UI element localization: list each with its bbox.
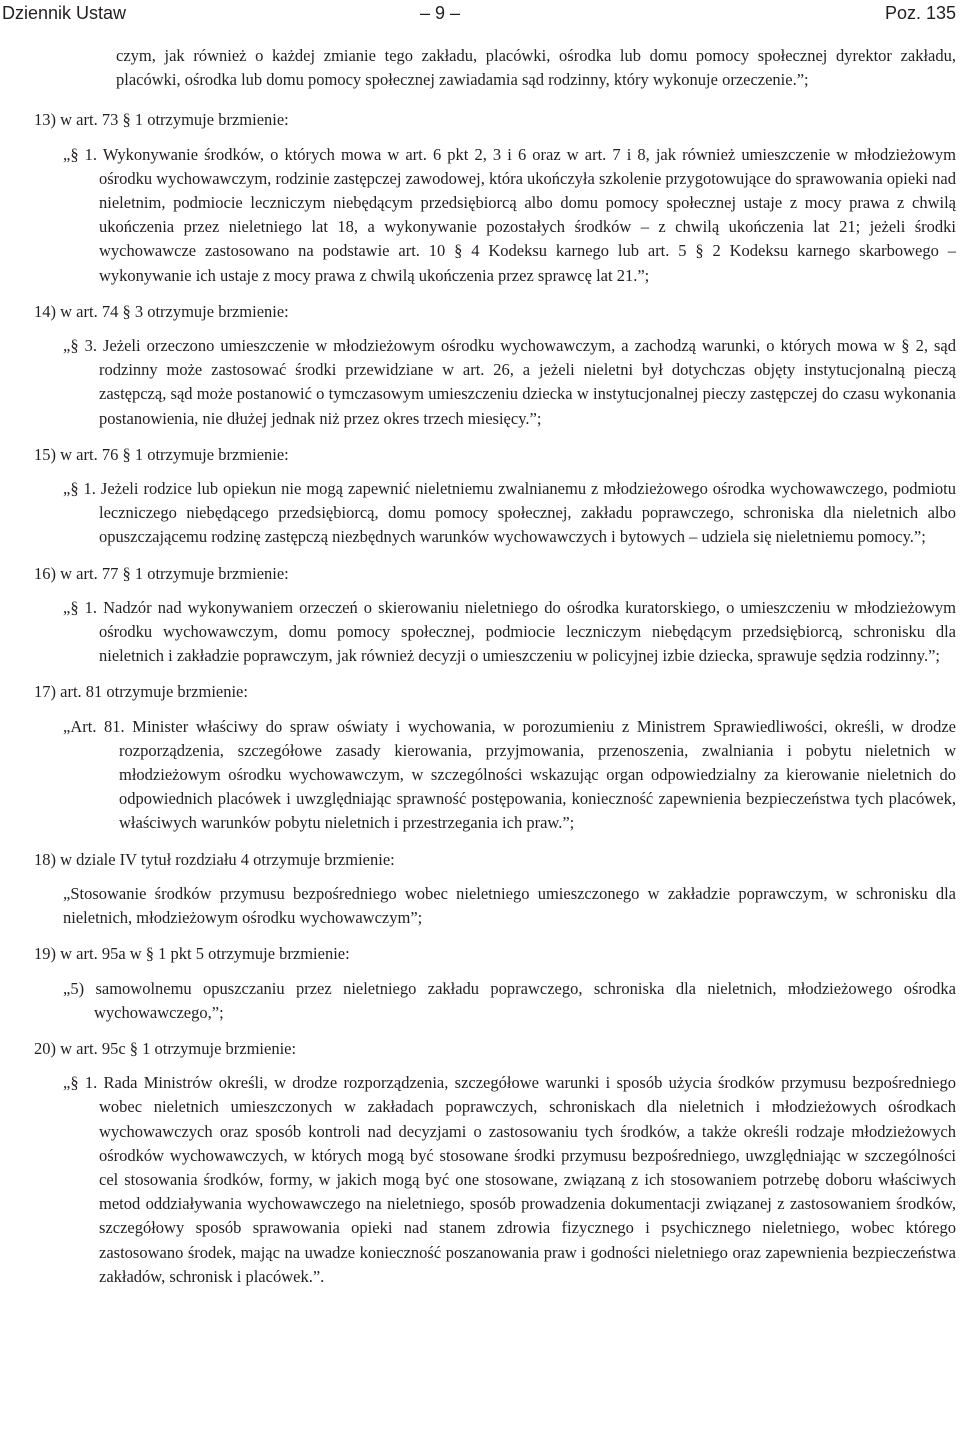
amendment-label: 16) w art. 77 § 1 otrzymuje brzmienie: <box>34 563 289 583</box>
amendment-14 <box>34 300 956 431</box>
amendment-text: „5) samowolnemu opuszczaniu przez nieletniego zakładu poprawczego, schroniska dla nieletnich, młodzieżowego ośrodka wychowawczego,”; <box>63 978 956 1022</box>
amendment-label: 18) w dziale IV tytuł rozdziału 4 otrzymuje brzmienie: <box>34 849 395 869</box>
continuation-paragraph: czym, jak również o każdej zmianie tego zakładu, placówki, ośrodka lub domu pomocy społecznej dyrektor zakładu, placówki, ośrodka lub domu pomocy społecznej zawiadamia sąd rodzinny, który wykonuje orzeczenie.”; <box>116 46 956 90</box>
amendment-text: „§ 1. Nadzór nad wykonywaniem orzeczeń o skierowaniu nieletniego do ośrodka kuratorskiego, o umieszczeniu w młodzieżowym ośrodku wychowawczym, domu pomocy społecznej, podmiocie leczniczym niebędącym przedsiębiorcą, schronisku dla nieletnich i zakładzie poprawczym, jak również decyzji o umieszczeniu w policyjnej izbie dziecka, sprawuje sędzia rodzinny.”; <box>63 597 956 666</box>
position-number: Poz. 135 <box>884 3 956 23</box>
amendment-15 <box>34 443 956 550</box>
amendment-17 <box>34 680 956 835</box>
amendment-label: 20) w art. 95c § 1 otrzymuje brzmienie: <box>34 1038 297 1058</box>
document-body <box>34 44 956 1301</box>
page-number: – 9 – <box>420 3 461 23</box>
amendment-label: 13) w art. 73 § 1 otrzymuje brzmienie: <box>34 110 289 130</box>
amendment-16 <box>34 562 956 669</box>
amendment-18 <box>34 848 956 931</box>
amendment-text: „§ 1. Jeżeli rodzice lub opiekun nie mogą zapewnić nieletniemu zwalnianemu z młodzieżowego ośrodka wychowawczego, podmiotu leczniczego niebędącego przedsiębiorcą, domu pomocy społecznej, zakładu poprawczego, schroniska dla nieletnich albo opuszczającemu rodzinę zastępczą niezbędnych warunków wychowawczych i bytowych – udziela się nieletniemu pomocy.”; <box>63 479 956 547</box>
amendment-label: 17) art. 81 otrzymuje brzmienie: <box>34 682 248 702</box>
amendment-text: „§ 3. Jeżeli orzeczono umieszczenie w młodzieżowym ośrodku wychowawczym, a zachodzą warunki, o których mowa w § 2, sąd rodzinny może zastosować środki przewidziane w art. 26, a jeżeli nieletni był dotychczas objęty instytucjonalną pieczą zastępczą, sąd może postanowić o tymczasowym umieszczeniu dziecka w instytucjonalnej pieczy zastępczej do czasu wykonania postanowienia, nie dłużej jednak niż przez okres trzech miesięcy.”; <box>63 336 956 428</box>
amendment-text: „Stosowanie środków przymusu bezpośredniego wobec nieletniego umieszczonego w zakładzie poprawczym, w schronisku dla nieletnich, młodzieżowym ośrodku wychowawczym”; <box>63 883 956 928</box>
amendment-text: „Art. 81. Minister właściwy do spraw oświaty i wychowania, w porozumieniu z Ministrem Sprawiedliwości, określi, w drodze rozporządzenia, szczegółowe zasady kierowania, przyjmowania, przenoszenia, zwalniania i pobytu nieletnich w młodzieżowym ośrodku wychowawczym, w szczególności wskazując organ odpowiedzialny za kierowanie nieletnich do odpowiednich placówek i uwzględniając sprawność postępowania, konieczność zapewnienia bezpieczeństwa tych placówek, właściwych warunków pobytu nieletnich i przestrzegania ich praw.”; <box>63 716 956 833</box>
amendment-label: 19) w art. 95a w § 1 pkt 5 otrzymuje brzmienie: <box>34 944 350 964</box>
amendment-text: „§ 1. Wykonywanie środków, o których mowa w art. 6 pkt 2, 3 i 6 oraz w art. 7 i 8, jak również umieszczenie w młodzieżowym ośrodku wychowawczym, rodzinie zastępczej zawodowej, która ukończyła szkolenie przygotowujące do sprawowania opieki nad nieletnim, podmiocie leczniczym niebędącym przedsiębiorcą albo domu pomocy społecznej ustaje z mocy prawa z chwilą ukończenia przez nieletniego lat 18, a wykonywanie pozostałych środków – z chwilą ukończenia lat 21; jeżeli środki wychowawcze zastosowano na podstawie art. 10 § 4 Kodeksu karnego lub art. 5 § 2 Kodeksu karnego skarbowego – wykonywanie ich ustaje z mocy prawa z chwilą ukończenia przez sprawcę lat 21.”; <box>63 144 956 285</box>
amendment-20 <box>34 1037 956 1289</box>
amendment-13 <box>34 108 956 287</box>
journal-title: Dziennik Ustaw <box>2 3 127 23</box>
amendment-label: 14) w art. 74 § 3 otrzymuje brzmienie: <box>34 301 289 321</box>
amendment-label: 15) w art. 76 § 1 otrzymuje brzmienie: <box>34 444 289 464</box>
amendment-19 <box>34 942 956 1025</box>
amendment-text: „§ 1. Rada Ministrów określi, w drodze rozporządzenia, szczegółowe warunki i sposób użycia środków przymusu bezpośredniego wobec nieletnich umieszczonych w zakładach poprawczych, schroniskach dla nieletnich i młodzieżowych ośrodkach wychowawczych oraz sposób kontroli nad decyzjami o zastosowaniu tych środków, a także określi rodzaje młodzieżowych ośrodków wychowawczych, w których mogą być stosowane środki przymusu bezpośredniego, uwzględniając w szczególności cel stosowania środków, formy, w jakich mogą być one stosowane, związaną z ich stosowaniem potrzebę doboru właściwych metod oddziaływania wychowawczego na nieletniego, sposób prowadzenia dokumentacji związanej z zastosowaniem środków, szczegółowy sposób sprawowania opieki nad stanem zdrowia fizycznego i psychicznego nieletniego, wobec którego zastosowano środek, mając na uwadze konieczność poszanowania praw i godności nieletniego oraz zapewnienia bezpieczeństwa zakładów, schronisk i placówek.”. <box>63 1073 956 1286</box>
page-header <box>0 0 960 30</box>
